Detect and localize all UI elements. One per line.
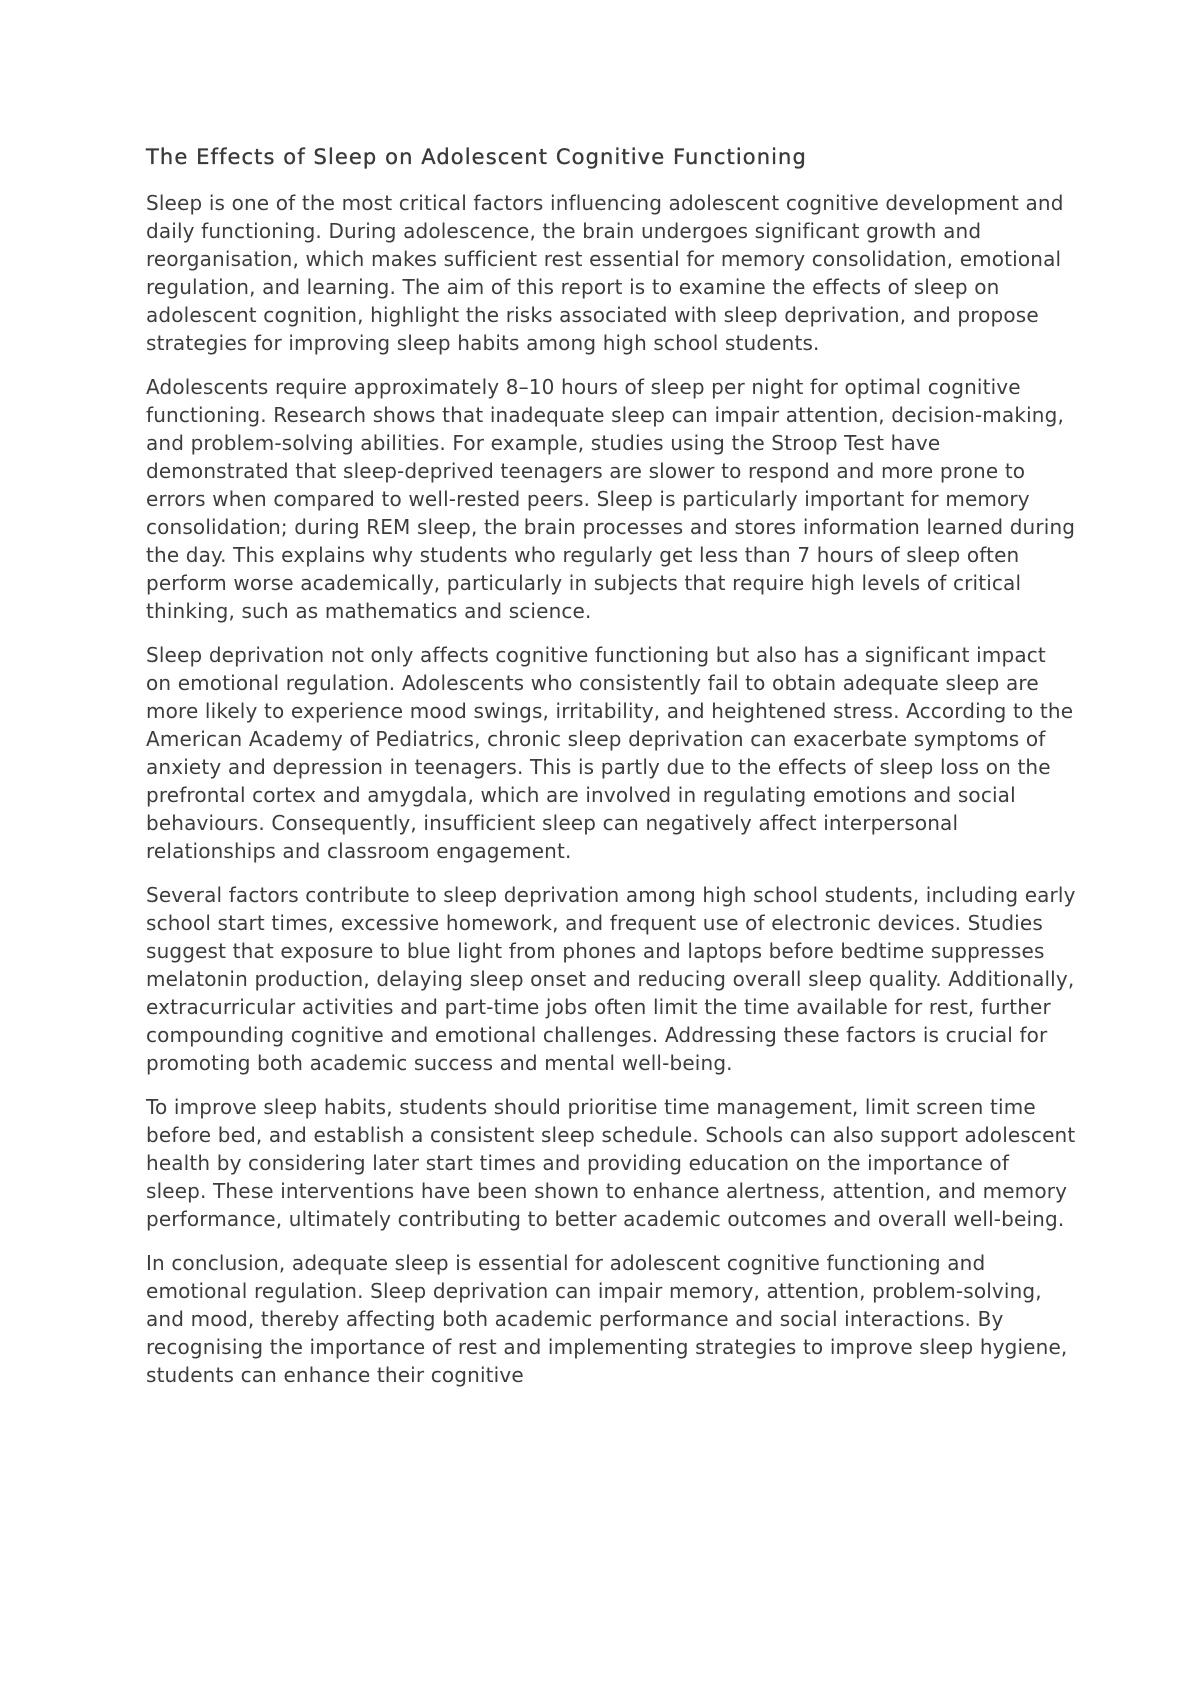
paragraph-emotional-regulation: Sleep deprivation not only affects cognitive functioning but also has a significant impact on emotional regulation. Adolescents who consistently fail to obtain adequate sleep are more likely to experience mood swings, irritability, and heightened stress. According to the American Academy of Pediatrics, chronic sleep deprivation can exacerbate symptoms of anxiety and depression in teenagers. This is partly due to the effects of sleep loss on the prefrontal cortex and amygdala, which are involved in regulating emotions and social behaviours. Consequently, insufficient sleep can negatively affect interpersonal relationships and classroom engagement. bbox=[146, 643, 1074, 863]
paragraph-introduction: Sleep is one of the most critical factors influencing adolescent cognitive development and daily functioning. During adolescence, the brain undergoes significant growth and reorganisation, which makes sufficient rest essential for memory consolidation, emotional regulation, and learning. The aim of this report is to examine the effects of sleep on adolescent cognition, highlight the risks associated with sleep deprivation, and propose strategies for improving sleep habits among high school students. bbox=[146, 191, 1064, 355]
document-title: The Effects of Sleep on Adolescent Cognitive Functioning bbox=[146, 145, 807, 169]
paragraph-cognitive-effects: Adolescents require approximately 8–10 hours of sleep per night for optimal cognitive functioning. Research shows that inadequate sleep can impair attention, decision-making, and problem-solving abilities. For example, studies using the Stroop Test have demonstrated that sleep-deprived teenagers are slower to respond and more prone to errors when compared to well-rested peers. Sleep is particularly important for memory consolidation; during REM sleep, the brain processes and stores information learned during the day. This explains why students who regularly get less than 7 hours of sleep often perform worse academically, particularly in subjects that require high levels of critical thinking, such as mathematics and science. bbox=[146, 375, 1076, 623]
paragraph-conclusion: In conclusion, adequate sleep is essential for adolescent cognitive functioning and emotional regulation. Sleep deprivation can impair memory, attention, problem-solving, and mood, thereby affecting both academic performance and social interactions. By recognising the importance of rest and implementing strategies to improve sleep hygiene, students can enhance their cognitive bbox=[146, 1251, 1068, 1387]
paragraph-improvement-strategies: To improve sleep habits, students should prioritise time management, limit screen time before bed, and establish a consistent sleep schedule. Schools can also support adolescent health by considering later start times and providing education on the importance of sleep. These interventions have been shown to enhance alertness, attention, and memory performance, ultimately contributing to better academic outcomes and overall well-being. bbox=[146, 1095, 1076, 1231]
paragraph-contributing-factors: Several factors contribute to sleep deprivation among high school students, including early school start times, excessive homework, and frequent use of electronic devices. Studies suggest that exposure to blue light from phones and laptops before bedtime suppresses melatonin production, delaying sleep onset and reducing overall sleep quality. Additionally, extracurricular activities and part-time jobs often limit the time available for rest, further compounding cognitive and emotional challenges. Addressing these factors is crucial for promoting both academic success and mental well-being. bbox=[146, 883, 1076, 1075]
document-body bbox=[146, 143, 1076, 1405]
